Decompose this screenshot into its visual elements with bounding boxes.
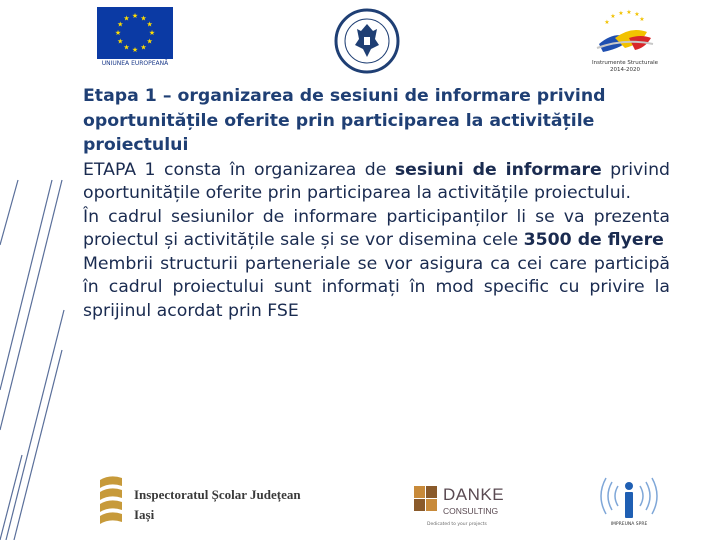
svg-text:★: ★ [140, 14, 147, 23]
structural-instruments-icon [585, 8, 665, 60]
svg-text:★: ★ [618, 10, 624, 17]
eu-logo [97, 7, 173, 65]
svg-text:★: ★ [148, 29, 156, 37]
svg-text:★: ★ [114, 29, 122, 37]
eu-caption: UNIUNEA EUROPEANĂ [101, 60, 169, 67]
svg-text:★: ★ [146, 37, 153, 46]
is-caption-line1: Instrumente Structurale [592, 60, 658, 66]
structural-instruments-caption [585, 60, 665, 74]
svg-text:★: ★ [131, 46, 139, 54]
government-seal-icon [333, 7, 401, 75]
paragraph-sesiuni [83, 206, 670, 253]
paragraph-etapa [83, 159, 670, 206]
isj-city: Iași [134, 507, 155, 522]
main-content [83, 84, 670, 324]
government-seal-logo [333, 7, 401, 75]
decorative-lines [0, 0, 80, 540]
svg-text:★: ★ [131, 12, 139, 20]
isj-emblem-icon [96, 472, 130, 526]
svg-text:★: ★ [639, 16, 645, 23]
svg-text:★: ★ [610, 13, 616, 20]
paragraph-etapa-start: ETAPA 1 consta în organizarea de [83, 159, 395, 180]
paragraph-etapa-end: privind oportunitățile oferite prin participarea la activitățile proiectului. [83, 159, 671, 204]
svg-text:★: ★ [117, 20, 124, 29]
svg-text:★: ★ [123, 43, 130, 52]
isj-name: Inspectoratul Școlar Județean [134, 487, 301, 502]
svg-text:★: ★ [140, 43, 147, 52]
danke-tagline: Dedicated to your projects [427, 522, 487, 527]
info-caption: IMPREUNA SPRE [610, 522, 648, 527]
structural-instruments-logo [585, 8, 665, 82]
eu-flag-icon [97, 7, 173, 59]
is-caption-line2: 2014-2020 [610, 67, 640, 73]
danke-title: DANKE [443, 485, 505, 504]
paragraph-membrii: Membrii structurii parteneriale se vor asigura ca cei care participă în cadrul proiectului sunt informați în mod specific cu privire la sprijinul acordat prin FSE [83, 253, 670, 322]
isj-iasi-logo [96, 472, 326, 530]
page-title: Etapa 1 – organizarea de sesiuni de informare privind oportunitățile oferite prin participarea la activitățile proiectului [83, 86, 606, 155]
danke-emblem-icon [413, 482, 439, 516]
svg-text:★: ★ [117, 37, 124, 46]
svg-text:★: ★ [626, 9, 632, 16]
eu-stars-icon [97, 7, 173, 59]
info-broadcast-icon [598, 474, 660, 522]
svg-text:★: ★ [634, 11, 640, 18]
danke-consulting-logo [413, 482, 503, 532]
paragraph-etapa-bold: sesiuni de informare [394, 159, 602, 180]
svg-text:★: ★ [146, 20, 153, 29]
svg-text:★: ★ [604, 19, 610, 26]
paragraph-sesiuni-bold: 3500 de flyere [523, 230, 664, 251]
info-point-logo [598, 474, 660, 530]
paragraph-sesiuni-start: În cadrul sesiunilor de informare participanților li se va prezenta proiectul și activitățile sale și se vor disemina cele [83, 206, 670, 251]
danke-subtitle: CONSULTING [443, 506, 499, 516]
svg-text:★: ★ [123, 14, 130, 23]
